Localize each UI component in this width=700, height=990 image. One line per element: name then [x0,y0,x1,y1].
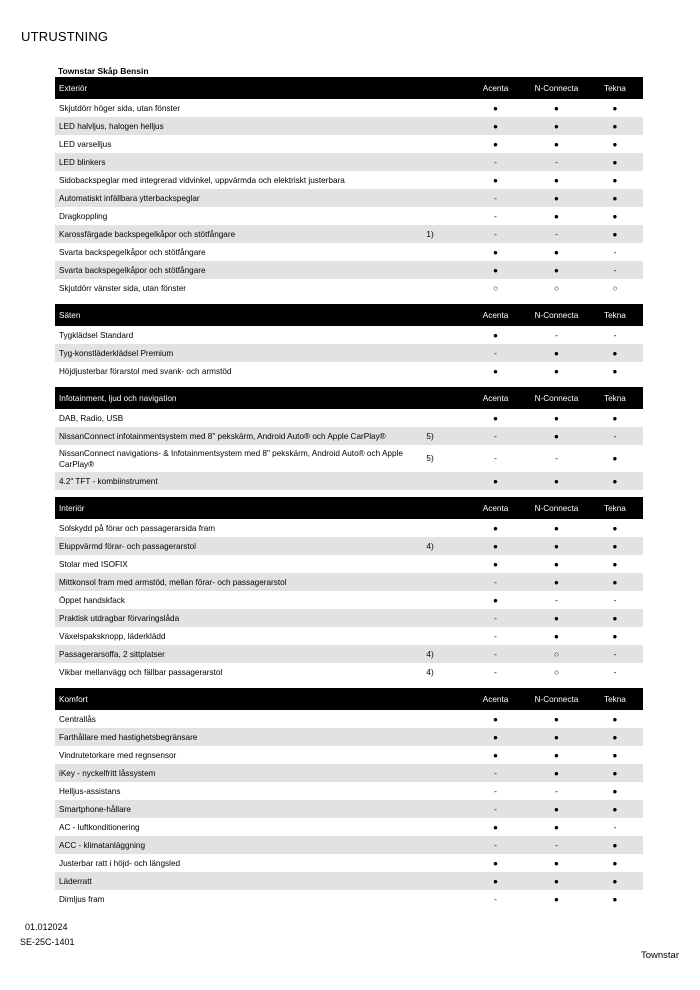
column-header: Acenta [482,503,509,513]
availability-acenta: - [494,667,497,677]
section-0 [55,77,643,297]
column-header: Tekna [604,83,626,93]
section-title: Säten [59,310,81,320]
section-4 [55,688,643,908]
table-row [55,782,643,800]
table-row [55,800,643,818]
feature-label: Växelspaksknopp, läderklädd [59,631,166,641]
table-row [55,728,643,746]
column-header: N-Connecta [534,83,579,93]
availability-acenta: ● [493,750,499,760]
table-row [55,591,643,609]
feature-label: LED varselljus [59,139,112,149]
availability-acenta: - [494,649,497,659]
availability-acenta: ● [493,330,499,340]
table-row [55,537,643,555]
feature-label: DAB, Radio, USB [59,413,124,423]
feature-label: Stolar med ISOFIX [59,559,128,569]
feature-note: 4) [426,541,434,551]
column-header: Acenta [482,83,509,93]
feature-label: Helljus-assistans [59,786,121,796]
availability-n-connecta: - [555,330,558,340]
availability-tekna: ● [612,413,618,423]
availability-acenta: - [494,211,497,221]
section-title: Komfort [59,694,88,704]
feature-label: Vikbar mellanvägg och fällbar passagerarstol [59,667,223,677]
availability-tekna: ● [612,348,618,358]
table-row [55,189,643,207]
column-header: Tekna [604,694,626,704]
feature-label: Karossfärgade backspegelkåpor och stötfångare [59,229,236,239]
availability-tekna: - [613,265,617,275]
availability-n-connecta: ● [553,559,559,569]
table-row [55,573,643,591]
availability-acenta: - [494,840,497,850]
column-header: N-Connecta [534,310,579,320]
availability-tekna: - [613,595,617,605]
availability-acenta: - [494,894,497,904]
section-header [55,497,643,519]
feature-label: LED blinkers [59,157,106,167]
table-row [55,746,643,764]
section-header [55,304,643,326]
availability-n-connecta: - [555,786,558,796]
availability-n-connecta: ● [553,265,559,275]
table-row [55,326,643,344]
feature-note: 4) [426,649,434,659]
table-row [55,627,643,645]
availability-tekna: ● [612,768,618,778]
availability-acenta: ● [493,121,499,131]
table-row [55,854,643,872]
column-header: N-Connecta [534,503,579,513]
availability-tekna: ● [612,175,618,185]
feature-label: Vindrutetorkare med regnsensor [59,750,177,760]
feature-label: Öppet handskfack [59,595,125,605]
availability-acenta: ● [493,876,499,886]
feature-label: Läderratt [59,876,92,886]
availability-tekna: ● [612,121,618,131]
availability-tekna: ● [612,454,618,463]
availability-acenta: ● [493,559,499,569]
availability-n-connecta: ● [553,732,559,742]
equipment-tables [55,77,643,915]
availability-tekna: ● [612,750,618,760]
availability-acenta: - [494,631,497,641]
table-row [55,890,643,908]
availability-acenta: - [494,454,497,463]
feature-label: Svarta backspegelkåpor och stötfångare [59,265,206,275]
availability-tekna: ● [612,366,618,376]
feature-label: Mittkonsol fram med armstöd, mellan förar- och passagerarstol [59,577,287,587]
feature-label: Eluppvärmd förar- och passagerarstol [59,541,196,551]
table-row [55,225,643,243]
feature-label: Justerbar ratt i höjd- och längsled [59,858,181,868]
availability-acenta: ● [493,732,499,742]
feature-label: Tygklädsel Standard [59,330,134,340]
availability-n-connecta: - [555,229,558,239]
availability-acenta: ● [493,175,499,185]
availability-acenta: - [494,431,497,441]
availability-tekna: ● [612,541,618,551]
table-row [55,261,643,279]
availability-acenta: ● [493,366,499,376]
table-row [55,710,643,728]
column-header: Acenta [482,393,509,403]
table-row [55,472,643,490]
feature-label: 4.2" TFT - kombiinstrument [59,476,158,486]
model-subtitle: Townstar Skåp Bensin [58,66,149,76]
availability-n-connecta: ● [553,894,559,904]
availability-tekna: - [613,330,617,340]
table-row [55,663,643,681]
availability-tekna: - [613,247,617,257]
table-row [55,427,643,445]
availability-n-connecta: ● [553,247,559,257]
availability-acenta: ● [493,139,499,149]
availability-acenta: ● [493,541,499,551]
feature-label: Tyg-konstläderklädsel Premium [59,348,174,358]
availability-acenta: ○ [493,283,499,293]
availability-n-connecta: ● [553,822,559,832]
column-header: Tekna [604,310,626,320]
footer-brand: Townstar [640,950,679,961]
availability-tekna: ● [612,103,618,113]
table-row [55,764,643,782]
availability-tekna: ● [612,193,618,203]
table-row [55,555,643,573]
column-header: Acenta [482,694,509,704]
table-row [55,279,643,297]
availability-n-connecta: - [555,157,558,167]
feature-label: Centrallås [59,714,96,724]
availability-n-connecta: ● [553,631,559,641]
feature-label: NissanConnect infotainmentsystem med 8" pekskärm, Android Auto® och Apple CarPlay® [59,431,386,441]
availability-tekna: ○ [612,283,618,293]
availability-tekna: ● [612,732,618,742]
feature-note: 4) [426,667,434,677]
availability-tekna: ● [612,613,618,623]
availability-n-connecta: ● [553,103,559,113]
feature-label: Automatiskt infällbara ytterbackspeglar [59,193,200,203]
availability-tekna: ● [612,840,618,850]
feature-note: 5) [426,431,434,441]
availability-tekna: ● [612,858,618,868]
availability-acenta: - [494,786,497,796]
availability-n-connecta: ● [553,577,559,587]
column-header: Acenta [482,310,509,320]
feature-label: Passagerarsoffa, 2 sittplatser [59,649,165,659]
table-row [55,117,643,135]
availability-n-connecta: ● [553,175,559,185]
table-row [55,344,643,362]
availability-acenta: ● [493,476,499,486]
availability-tekna: ● [612,714,618,724]
availability-tekna: - [613,822,617,832]
availability-n-connecta: ● [553,348,559,358]
section-2 [55,387,643,490]
availability-n-connecta: ● [553,523,559,533]
feature-label: ACC - klimatanläggning [59,840,146,850]
availability-acenta: ● [493,413,499,423]
availability-n-connecta: ○ [553,667,559,677]
availability-tekna: ● [612,476,618,486]
section-3 [55,497,643,681]
feature-label: NissanConnect navigations- & Infotainmentsystem med 8" pekskärm, Android Auto® och Apple CarPlay® [59,448,403,469]
availability-tekna: ● [612,876,618,886]
availability-tekna: ● [612,211,618,221]
availability-acenta: ● [493,595,499,605]
availability-tekna: ● [612,229,618,239]
availability-acenta: - [494,613,497,623]
availability-tekna: ● [612,523,618,533]
availability-acenta: ● [493,858,499,868]
feature-label: Smartphone-hållare [59,804,131,814]
availability-tekna: ● [612,894,618,904]
availability-tekna: ● [612,139,618,149]
availability-acenta: - [494,193,497,203]
feature-label: Skjutdörr vänster sida, utan fönster [59,283,186,293]
table-row [55,135,643,153]
section-title: Infotainment, ljud och navigation [59,393,177,403]
table-row [55,818,643,836]
availability-n-connecta: - [555,454,558,463]
availability-tekna: - [613,667,617,677]
table-row [55,445,643,472]
section-title: Exteriör [59,83,88,93]
page-title: UTRUSTNING [21,29,109,44]
availability-n-connecta: ● [553,193,559,203]
table-row [55,409,643,427]
table-row [55,609,643,627]
availability-n-connecta: ● [553,476,559,486]
availability-n-connecta: ● [553,858,559,868]
table-row [55,872,643,890]
availability-n-connecta: ● [553,768,559,778]
feature-label: Skjutdörr höger sida, utan fönster [59,103,181,113]
feature-label: iKey - nyckelfritt låssystem [59,768,156,778]
section-1 [55,304,643,380]
footer-code: SE-25C-1401 [20,937,75,947]
availability-n-connecta: ● [553,431,559,441]
feature-label: LED halvljus, halogen helljus [59,121,164,131]
availability-tekna: ● [612,786,618,796]
availability-n-connecta: ● [553,211,559,221]
table-row [55,645,643,663]
table-row [55,99,643,117]
section-header [55,387,643,409]
availability-acenta: ● [493,523,499,533]
availability-n-connecta: ● [553,876,559,886]
feature-label: Farthållare med hastighetsbegränsare [59,732,198,742]
availability-tekna: ● [612,559,618,569]
feature-label: Praktisk utdragbar förvaringslåda [59,613,180,623]
availability-tekna: ● [612,804,618,814]
column-header: Tekna [604,393,626,403]
availability-n-connecta: - [555,840,558,850]
availability-n-connecta: ● [553,750,559,760]
availability-n-connecta: ○ [553,649,559,659]
availability-acenta: - [494,157,497,167]
availability-tekna: ● [612,631,618,641]
availability-tekna: - [613,649,617,659]
availability-acenta: ● [493,103,499,113]
availability-acenta: - [494,804,497,814]
availability-n-connecta: ● [553,613,559,623]
feature-label: Dimljus fram [59,894,105,904]
feature-label: Höjdjusterbar förarstol med svank- och armstöd [59,366,232,376]
availability-n-connecta: ● [553,804,559,814]
availability-n-connecta: - [555,595,558,605]
table-row [55,153,643,171]
table-row [55,836,643,854]
availability-acenta: - [494,768,497,778]
table-row [55,207,643,225]
feature-label: Svarta backspegelkåpor och stötfångare [59,247,206,257]
availability-n-connecta: ● [553,121,559,131]
availability-acenta: - [494,229,497,239]
availability-n-connecta: ● [553,366,559,376]
availability-acenta: ● [493,247,499,257]
availability-acenta: ● [493,822,499,832]
section-title: Interiör [59,503,85,513]
availability-n-connecta: ● [553,714,559,724]
footer-date: 01.012024 [25,922,68,932]
table-row [55,362,643,380]
availability-n-connecta: ○ [553,283,559,293]
table-row [55,171,643,189]
availability-acenta: - [494,348,497,358]
column-header: N-Connecta [534,393,579,403]
feature-label: AC - luftkonditionering [59,822,140,832]
section-header [55,77,643,99]
availability-tekna: ● [612,157,618,167]
column-header: Tekna [604,503,626,513]
table-row [55,519,643,537]
section-header [55,688,643,710]
feature-label: Dragkoppling [59,211,108,221]
table-row [55,243,643,261]
feature-note: 1) [426,229,434,239]
feature-label: Solskydd på förar och passagerarsida fram [59,523,216,533]
availability-n-connecta: ● [553,139,559,149]
availability-acenta: ● [493,265,499,275]
availability-acenta: ● [493,714,499,724]
availability-n-connecta: ● [553,413,559,423]
column-header: N-Connecta [534,694,579,704]
availability-tekna: ● [612,577,618,587]
availability-tekna: - [613,431,617,441]
feature-label: Sidobackspeglar med integrerad vidvinkel, uppvärmda och elektriskt justerbara [59,175,345,185]
availability-n-connecta: ● [553,541,559,551]
availability-acenta: - [494,577,497,587]
feature-note: 5) [426,454,434,463]
